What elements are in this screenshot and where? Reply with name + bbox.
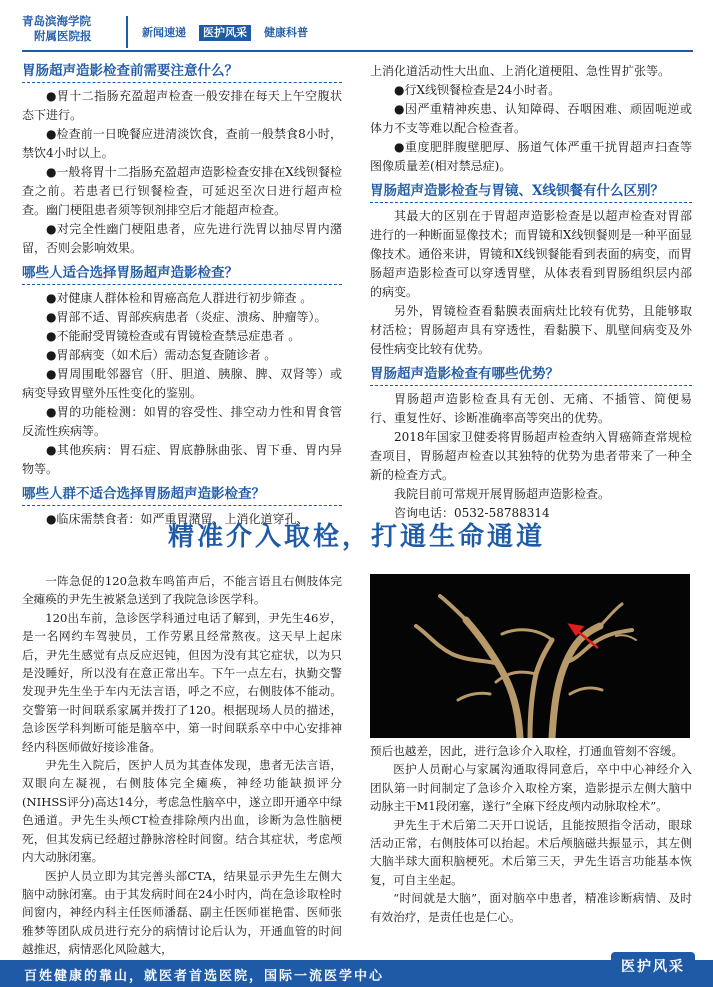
tab-health-science[interactable]: 健康科普 — [264, 26, 308, 39]
paragraph: ●一般将胃十二指肠充盈超声造影检查安排在X线钡餐检查之前。若患者已行钡餐检查，可延迟至次日进行超声检查。幽门梗阻患者须等钡剂排空后才能超声检查。 — [22, 165, 342, 217]
right-column — [370, 62, 692, 523]
section-tabs — [138, 25, 312, 41]
paragraph: 胃肠超声造影检查具有无创、无痛、不插管、简便易行、重复性好、诊断准确率高等突出的优势。 — [370, 392, 692, 425]
cerebral-angiography-image — [370, 574, 690, 738]
newspaper-logo — [22, 14, 116, 44]
section-title-preparation: 胃肠超声造影检查前需要注意什么？ — [22, 62, 342, 83]
logo-line-1: 青岛滨海学院 — [22, 14, 91, 28]
article-left-column — [22, 572, 342, 959]
angiography-illustration — [370, 574, 690, 738]
paragraph: 其最大的区别在于胃超声造影检查是以超声检查对胃部进行的一种断面显像技术；而胃镜和X线钡餐则是一种平面显像技术。通俗来讲，胃镜和X线钡餐能看到表面的病变，而胃肠超声造影检查可以穿透胃壁，从体表看到胃肠组织层内部的病变。 — [370, 209, 692, 299]
section-title-advantages: 胃肠超声造影检查有哪些优势？ — [370, 365, 692, 386]
paragraph: ●其他疾病：胃石症、胃底静脉曲张、胃下垂、胃内异物等。 — [22, 443, 342, 476]
paragraph: ●不能耐受胃镜检查或有胃镜检查禁忌症患者 。 — [46, 329, 301, 343]
paragraph: 尹先生于术后第二天开口说话，且能按照指令活动，眼球活动正常，右侧肢体可以抬起。术后颅脑磁共振显示，其左侧大脑半球大面积脑梗死。术后第三天，尹先生语言功能基本恢复，可自主坐起。 — [370, 817, 692, 887]
paragraph: ●胃的功能检测：如胃的容受性、排空动力性和胃食管反流性疾病等。 — [22, 405, 342, 438]
logo-line-2: 附属医院报 — [34, 29, 92, 43]
left-column — [22, 62, 342, 529]
paragraph: ●胃周围毗邻器官（肝、胆道、胰腺、脾、双肾等）或病变导致胃壁外压性变化的鉴别。 — [22, 367, 342, 400]
footer-bar — [0, 960, 713, 987]
paragraph: 上消化道活动性大出血、上消化道梗阻、急性胃扩张等。 — [370, 64, 671, 78]
contact-phone: 咨询电话：0532-58788314 — [394, 506, 550, 520]
paragraph: ●对健康人群体检和胃癌高危人群进行初步筛查 。 — [46, 291, 313, 305]
paragraph: 医护人员耐心与家属沟通取得同意后，卒中中心神经介入团队第一时间制定了急诊介入取栓方案，造影提示左侧大脑中动脉主干M1段闭塞，遂行“全麻下经皮颅内动脉取栓术”。 — [370, 762, 692, 814]
tab-staff-style[interactable]: 医护风采 — [199, 25, 251, 41]
paragraph: ●临床需禁食者：如严重胃潴留、上消化道穿孔、 — [46, 512, 309, 526]
paragraph: ●对完全性幽门梗阻患者，应先进行洗胃以抽尽胃内潴留，否则会影响效果。 — [22, 222, 342, 255]
paragraph: ●行X线钡餐检查是24小时者。 — [394, 83, 561, 97]
paragraph: 2018年国家卫健委将胃肠超声检查纳入胃癌筛查常规检查项目，胃肠超声检查以其独特的优势为患者带来了一种全新的检查方式。 — [370, 430, 692, 482]
paragraph: 医护人员立即为其完善头部CTA，结果显示尹先生左侧大脑中动脉闭塞。由于其发病时间在24小时内，尚在急诊取栓时间窗内，神经内科主任医师潘磊、副主任医师崔艳雷、医师张雅梦等团队成员进行充分的病情讨论后认为，开通血管的时间越推迟，病情恶化风险越大， — [22, 868, 342, 957]
paragraph: 另外，胃镜检查看黏膜表面病灶比较有优势，且能够取材活检；胃肠超声具有穿透性，看黏膜下、肌壁间病变及外侵性病变比较有优势。 — [370, 304, 692, 356]
header-rule — [22, 50, 693, 52]
paragraph: ●因严重精神疾患、认知障碍、吞咽困难、顽固呃逆或体力不支等难以配合检查者。 — [370, 102, 692, 135]
section-title-suitable: 哪些人适合选择胃肠超声造影检查？ — [22, 264, 342, 285]
paragraph: 预后也越差，因此，进行急诊介入取栓，打通血管刻不容缓。 — [370, 744, 684, 758]
paragraph: 120出车前，急诊医学科通过电话了解到，尹先生46岁，是一名网约车驾驶员，工作劳累且经常熬夜。这天早上起床后，尹先生感觉有点反应迟钝，但因为没有其它症状，以为只是没睡好，所以没有在意正常出车。下午一点左右，执勤交警发现尹先生坐于车内无法言语，呼之不应，右侧肢体不能动。交警第一时间联系家属并拨打了120。根据现场人员的描述，急诊医学科判断可能是脑卒中，第一时间联系卒中中心安排神经内科医师做好接诊准备。 — [22, 610, 342, 754]
paragraph: ●胃部不适、胃部疾病患者（炎症、溃疡、肿瘤等）。 — [46, 310, 327, 324]
tab-news[interactable]: 新闻速递 — [142, 26, 186, 39]
header-divider — [126, 16, 128, 48]
paragraph: 一阵急促的120急救车鸣笛声后，不能言语且右侧肢体完全瘫痪的尹先生被紧急送到了我院急诊医学科。 — [22, 574, 342, 607]
footer-section-tag: 医护风采 — [611, 952, 695, 980]
paragraph: 尹先生入院后，医护人员为其查体发现，患者无法言语，双眼向左凝视，右侧肢体完全瘫痪，神经功能缺损评分(NIHSS评分)高达14分，考虑急性脑卒中，遂立即开通卒中绿色通道。尹先生头颅CT检查排除颅内出血，诊断为急性脑梗死，但其发病已经超过静脉溶栓时间窗。结合其症状，考虑颅内大动脉闭塞。 — [22, 758, 342, 865]
paragraph: ●检查前一日晚餐应进清淡饮食，查前一般禁食8小时，禁饮4小时以上。 — [22, 127, 342, 160]
paragraph: “时间就是大脑”，面对脑卒中患者，精准诊断病情、及时有效治疗，是责任也是仁心。 — [370, 891, 692, 924]
masthead — [22, 14, 702, 48]
paragraph: 我院目前可常规开展胃肠超声造影检查。 — [394, 487, 611, 501]
footer-slogan: 百姓健康的靠山，就医者首选医院，国际一流医学中心 — [24, 969, 385, 984]
section-title-difference: 胃肠超声造影检查与胃镜、X线钡餐有什么区别？ — [370, 182, 692, 203]
section-title-unsuitable: 哪些人群不适合选择胃肠超声造影检查？ — [22, 485, 342, 506]
paragraph: ●重度肥胖腹壁肥厚、肠道气体严重干扰胃超声扫查等图像质量差(相对禁忌症)。 — [370, 140, 692, 173]
article-right-column — [370, 742, 692, 926]
article-headline: 精准介入取栓，打通生命通道 — [167, 522, 545, 552]
paragraph: ●胃部病变（如术后）需动态复查随诊者 。 — [46, 348, 277, 362]
paragraph: ●胃十二指肠充盈超声检查一般安排在每天上午空腹状态下进行。 — [22, 89, 342, 122]
